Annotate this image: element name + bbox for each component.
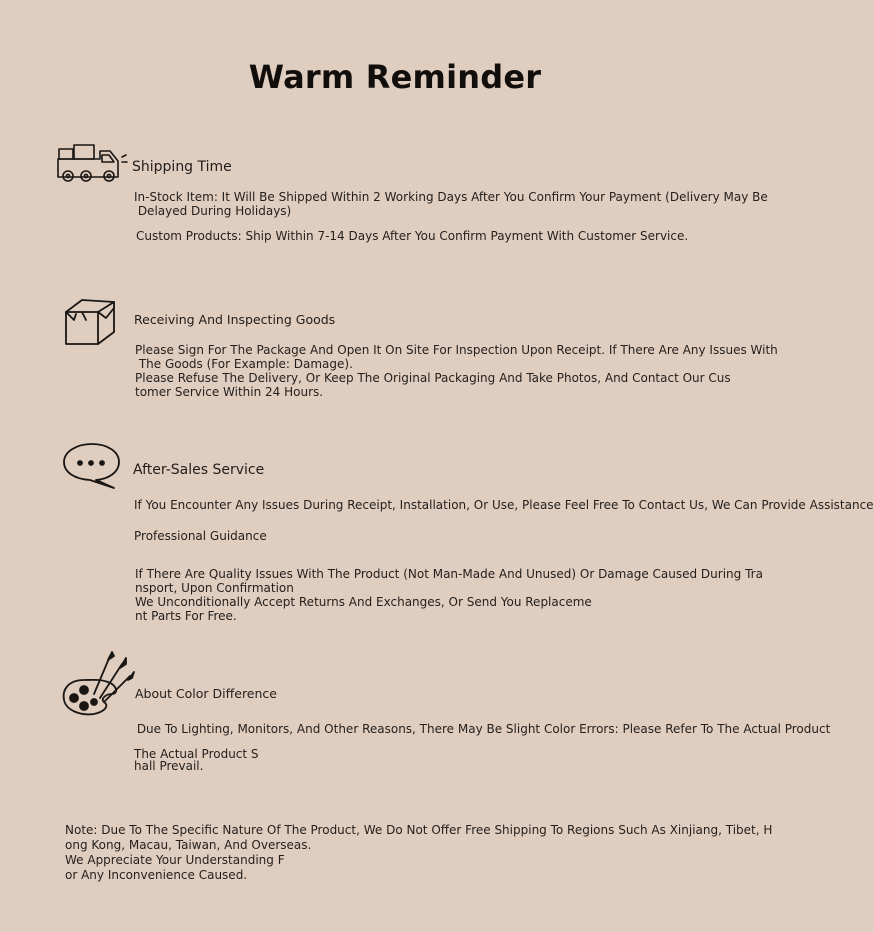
section-heading-shipping: Shipping Time [132,159,232,175]
truck-icon [56,143,128,185]
section-heading-receiving: Receiving And Inspecting Goods [134,312,336,327]
section-heading-after-sales: After-Sales Service [133,462,265,478]
page-title: Warm Reminder [248,58,542,96]
color-paragraph-2: The Actual Product S hall Prevail. [134,747,259,773]
palette-icon [60,650,136,720]
chat-bubble-icon [62,440,122,492]
receiving-paragraph-1: Please Sign For The Package And Open It On Site For Inspection Upon Receipt. If There Are Any Issues With The Goods (For Example: Damage). Please Refuse The Delivery, Or Keep The Original Packaging And Take Photos, And Contact Our Cus tomer Service Within 24 Hours. [135,343,778,399]
shipping-paragraph-1: In-Stock Item: It Will Be Shipped Within 2 Working Days After You Confirm Your Payment (Delivery May Be Delayed During Holidays) [134,190,768,218]
note-text: Note: Due To The Specific Nature Of The Product, We Do Not Offer Free Shipping To Regions Such As Xinjiang, Tibet, H ong Kong, Macau, Taiwan, And Overseas. We Appreciate Your Understanding F or Any Inconvenience Caused. [65,823,773,882]
section-heading-color-difference: About Color Difference [135,686,277,701]
after-sales-paragraph-1: If You Encounter Any Issues During Receipt, Installation, Or Use, Please Feel Free To Contact Us, We Can Provide Assistance [134,498,874,512]
color-paragraph-1: Due To Lighting, Monitors, And Other Reasons, There May Be Slight Color Errors: Please Refer To The Actual Product [133,722,831,736]
after-sales-paragraph-3: If There Are Quality Issues With The Product (Not Man-Made And Unused) Or Damage Caused During Tra nsport, Upon Confirmation We Unconditionally Accept Returns And Exchanges, Or Send You Replaceme nt Parts For Free. [135,567,763,623]
shipping-paragraph-2: Custom Products: Ship Within 7-14 Days After You Confirm Payment With Customer Service. [136,229,689,243]
box-icon [62,296,120,348]
after-sales-paragraph-2: Professional Guidance [134,529,267,543]
